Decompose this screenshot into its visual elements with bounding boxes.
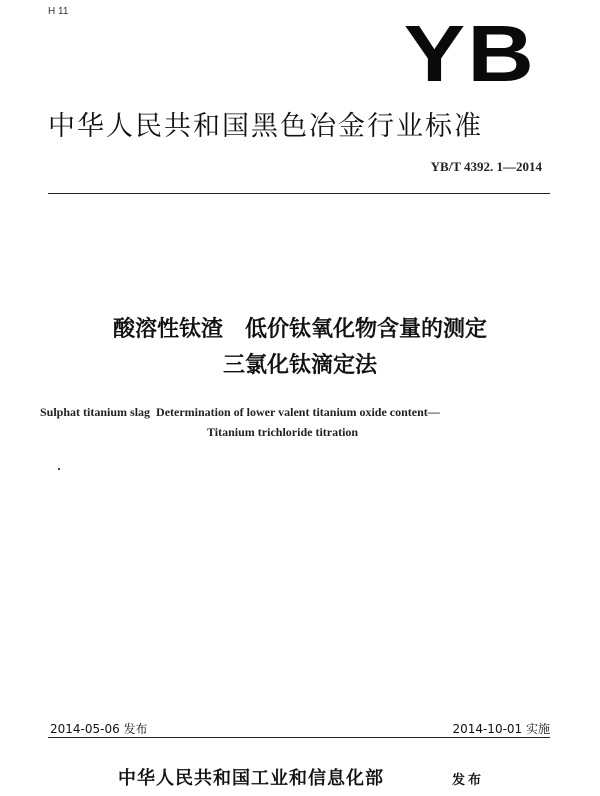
yb-logo: YB	[403, 9, 536, 98]
ics-code: H 11	[48, 6, 69, 17]
publisher: 中华人民共和国工业和信息化部	[118, 768, 384, 789]
scan-speck	[58, 468, 60, 470]
english-title-line-1: Sulphat titanium slag Determination of lower valent titanium oxide content—	[40, 405, 440, 419]
chinese-title-line-2: 三氯化钛滴定法	[222, 353, 377, 378]
issue-date: 2014-05-06 发布	[50, 722, 148, 736]
organization-title: 中华人民共和国黑色冶金行业标准	[48, 111, 483, 142]
standard-code: YB/T 4392. 1—2014	[430, 159, 542, 174]
header-divider	[48, 193, 550, 194]
publish-label: 发布	[452, 773, 485, 788]
chinese-title-line-1: 酸溶性钛渣 低价钛氧化物含量的测定	[112, 317, 487, 342]
implementation-date: 2014-10-01 实施	[452, 722, 550, 736]
english-title-line-2: Titanium trichloride titration	[207, 425, 359, 439]
footer-divider	[48, 737, 550, 738]
